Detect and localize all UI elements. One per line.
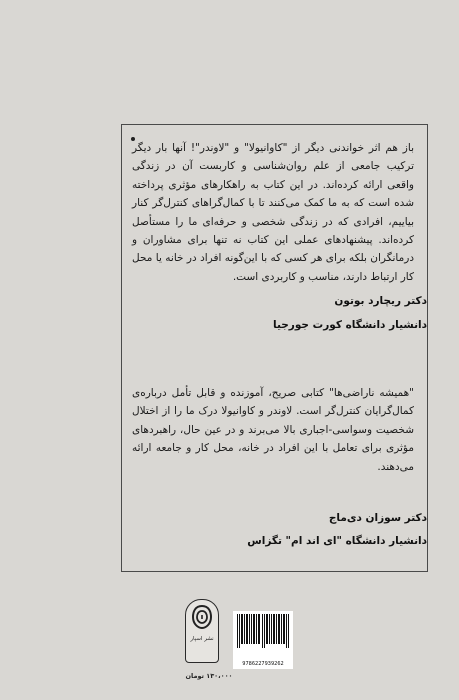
quote-2-text: "همیشه ناراضی‌ها" کتابی صریح، آموزنده و قابل تأمل درباره‌ی کمال‌گرایان کنترل‌گر است. لاوندر و کاوانیولا درک ما را از اختلال شخصیت وسواسی-اجباری بالا می‌برند و در عین حال، راهبردهای مؤثری برای تعامل با این افراد در خانه، محل کار و جامعه ارائه می‌دهند. <box>132 387 414 473</box>
quote-1-affiliation: دانشیار دانشگاه کورت جورجیا <box>273 319 427 331</box>
quote-1 <box>132 139 414 286</box>
quote-2-affiliation: دانشیار دانشگاه "ای اند ام" تگزاس <box>247 535 427 547</box>
isbn-number: 9786227939262 <box>242 661 284 667</box>
barcode <box>233 611 293 669</box>
publisher-logo <box>185 599 219 663</box>
publisher-name: نشر اسپار <box>190 636 214 642</box>
quote-1-text: باز هم اثر خواندنی دیگر از "کاوانیولا" و "لاوندر"! آنها بار دیگر ترکیب جامعی از علم روان‌شناسی و کاربست آن در زندگی واقعی ارائه کرده‌اند. در این کتاب به راهکارهای مؤثری پرداخته شده است که به ما کمک می‌کنند تا با کمال‌گراهای کنترل‌گر کنار بیاییم، افرادی که در زندگی شخصی و حرفه‌ای ما را مستأصل کرده‌اند. پیشنهادهای عملی این کتاب نه تنها برای مشاوران و درمانگران بلکه برای هر کسی که با این‌گونه افراد در خانه یا محل کار ارتباط دارند، مناسب و کاربردی است. <box>132 142 414 283</box>
barcode-bars-icon <box>237 614 289 648</box>
quote-1-author: دکتر ریچارد بوتون <box>334 295 427 307</box>
quote-2 <box>132 384 414 476</box>
price-label: ۱۳۰،۰۰۰ تومان <box>185 672 233 680</box>
publisher-emblem-icon <box>191 604 213 630</box>
quote-2-author: دکتر سوزان دی‌ماج <box>328 512 427 524</box>
